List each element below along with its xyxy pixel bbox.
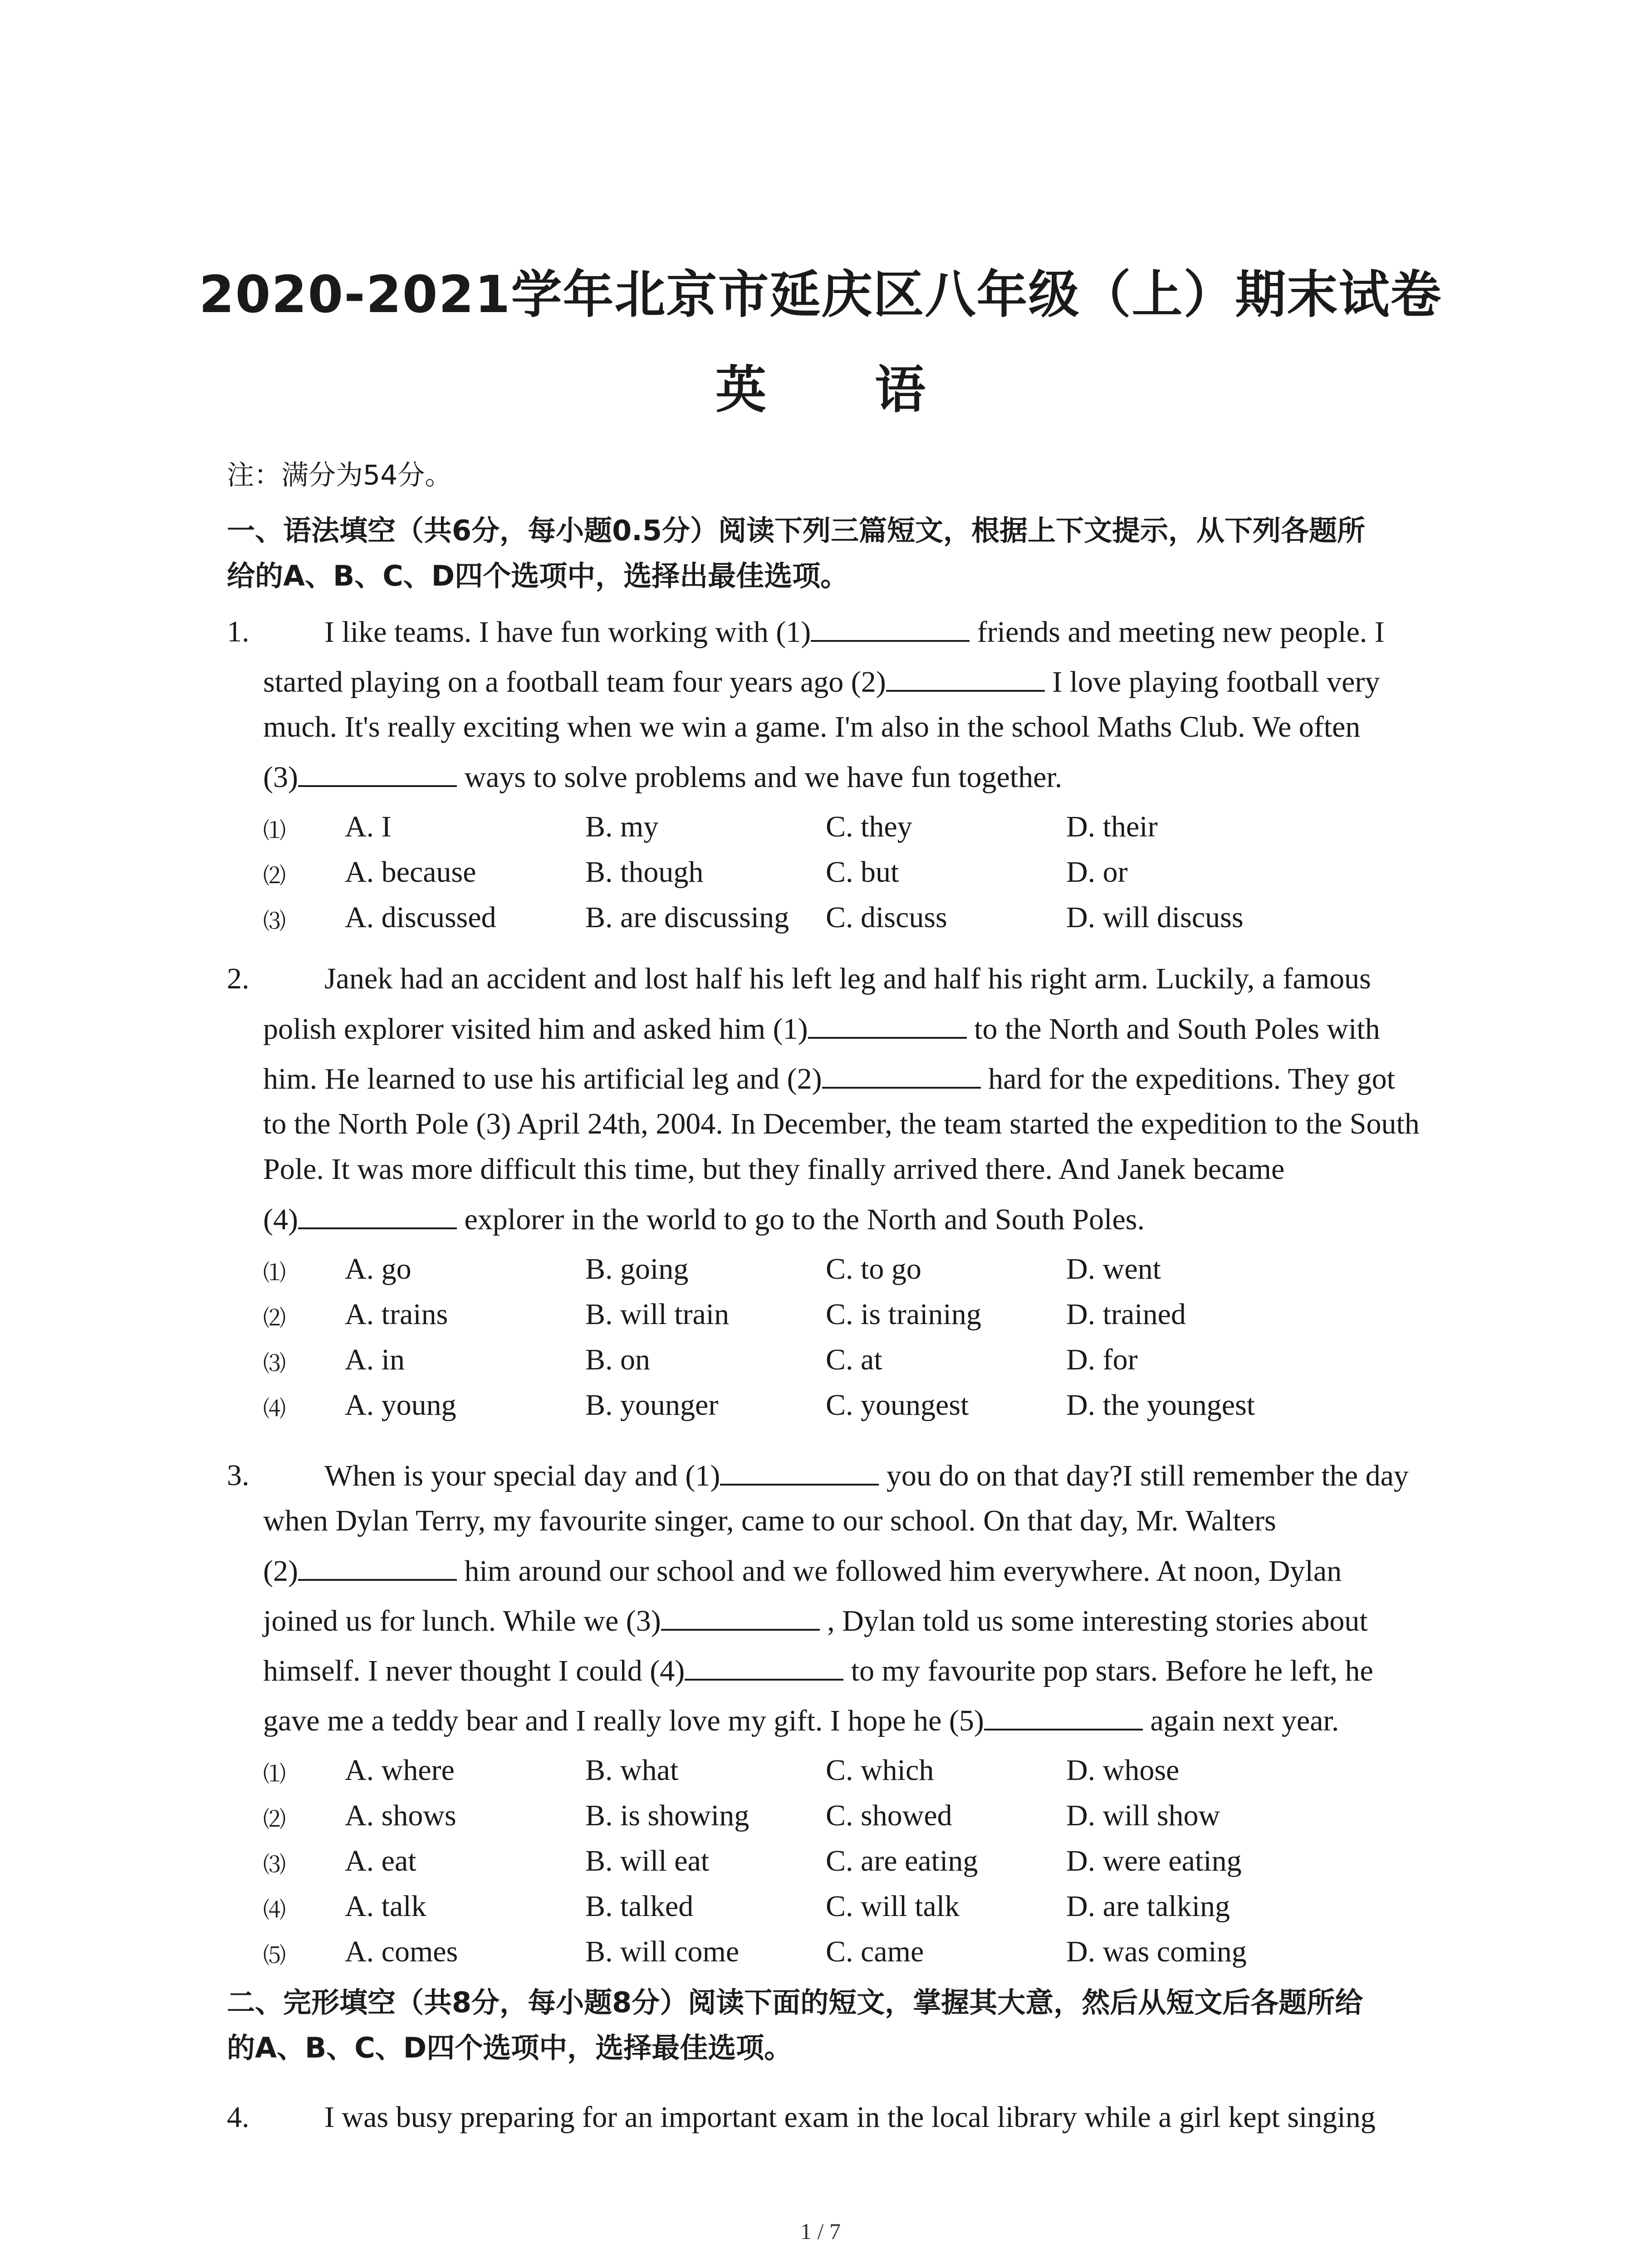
- question-4-text: I was busy preparing for an important exam in the local library while a girl kept singing: [324, 2101, 1376, 2134]
- passage-text: him around our school and we followed him everywhere. At noon, Dylan: [464, 1554, 1342, 1588]
- section-1-heading-line-2: 给的A、B、C、D四个选项中，选择出最佳选项。: [227, 559, 849, 592]
- passage-line: [263, 1703, 1339, 1738]
- option-b[interactable]: B. will come: [585, 1935, 740, 1968]
- option-index: ⑶: [263, 1350, 286, 1377]
- passage-line: [263, 710, 1360, 744]
- question-4-number: 4.: [227, 2101, 250, 2134]
- passage-line: [263, 1653, 1373, 1688]
- option-b[interactable]: B. will train: [585, 1298, 730, 1331]
- option-index: ⑴: [263, 1260, 286, 1286]
- passage-text: to the North and South Poles with: [974, 1012, 1380, 1046]
- option-b[interactable]: B. what: [585, 1754, 679, 1787]
- option-c[interactable]: C. to go: [826, 1252, 921, 1286]
- option-a[interactable]: A. discussed: [345, 901, 496, 934]
- passage-text: started playing on a football team four years ago (2): [263, 665, 886, 699]
- section-2-heading-line-2: 的A、B、C、D四个选项中，选择最佳选项。: [227, 2031, 793, 2064]
- option-b[interactable]: B. going: [585, 1252, 689, 1286]
- option-b[interactable]: B. though: [585, 855, 704, 889]
- option-index: ⑷: [263, 1897, 286, 1923]
- passage-text: (3): [263, 761, 298, 794]
- passage-line: [263, 1504, 1276, 1538]
- passage-line: [324, 615, 1385, 650]
- option-c[interactable]: C. youngest: [826, 1388, 969, 1422]
- option-c[interactable]: C. came: [826, 1935, 924, 1968]
- answer-blank: [661, 1603, 820, 1631]
- option-a[interactable]: A. young: [345, 1388, 456, 1422]
- option-a[interactable]: A. in: [345, 1343, 405, 1376]
- option-c[interactable]: C. discuss: [826, 901, 947, 934]
- option-d[interactable]: D. are talking: [1066, 1890, 1230, 1923]
- passage-text: I love playing football very: [1052, 665, 1380, 699]
- passage-text: to the North Pole (3) April 24th, 2004. In December, the team started the expedition to the South: [263, 1107, 1420, 1140]
- passage-line: [263, 1554, 1342, 1589]
- q3-number: 3.: [227, 1459, 250, 1492]
- answer-blank: [720, 1458, 879, 1486]
- answer-blank: [984, 1703, 1143, 1730]
- passage-text: him. He learned to use his artificial leg and (2): [263, 1062, 822, 1095]
- answer-blank: [886, 665, 1045, 692]
- page-number: 1 / 7: [800, 2219, 841, 2244]
- option-c[interactable]: C. is training: [826, 1298, 981, 1331]
- option-index: ⑴: [263, 817, 286, 844]
- passage-line: [263, 1202, 1145, 1237]
- option-a[interactable]: A. where: [345, 1754, 455, 1787]
- answer-blank: [822, 1061, 981, 1089]
- option-d[interactable]: D. trained: [1066, 1298, 1186, 1331]
- option-c[interactable]: C. are eating: [826, 1844, 978, 1877]
- option-c[interactable]: C. but: [826, 855, 899, 889]
- option-b[interactable]: B. talked: [585, 1890, 694, 1923]
- passage-text: polish explorer visited him and asked him (1): [263, 1012, 808, 1046]
- answer-blank: [685, 1653, 843, 1681]
- answer-blank: [298, 1554, 457, 1581]
- option-a[interactable]: A. talk: [345, 1890, 426, 1923]
- passage-line: [263, 1152, 1284, 1187]
- option-a[interactable]: A. go: [345, 1252, 411, 1286]
- option-index: ⑶: [263, 908, 286, 934]
- option-index: ⑶: [263, 1852, 286, 1878]
- passage-text: hard for the expeditions. They got: [988, 1062, 1395, 1095]
- section-2-heading-line-1: 二、完形填空（共8分，每小题8分）阅读下面的短文，掌握其大意，然后从短文后各题所给: [227, 1986, 1363, 2019]
- passage-text: Janek had an accident and lost half his left leg and half his right arm. Luckily, a famous: [324, 962, 1371, 995]
- option-index: ⑷: [263, 1396, 286, 1422]
- option-d[interactable]: D. will show: [1066, 1799, 1220, 1832]
- option-index: ⑵: [263, 1305, 286, 1331]
- passage-text: joined us for lunch. While we (3): [263, 1604, 661, 1637]
- option-index: ⑵: [263, 1806, 286, 1833]
- option-a[interactable]: A. because: [345, 855, 476, 889]
- passage-line: [263, 760, 1062, 795]
- option-c[interactable]: C. they: [826, 810, 912, 843]
- passage-text: when Dylan Terry, my favourite singer, came to our school. On that day, Mr. Walters: [263, 1504, 1276, 1537]
- q2-number: 2.: [227, 962, 250, 995]
- passage-line: [324, 962, 1371, 996]
- option-c[interactable]: C. will talk: [826, 1890, 960, 1923]
- passage-text: (4): [263, 1203, 298, 1236]
- passage-line: [263, 1603, 1368, 1638]
- passage-text: I like teams. I have fun working with (1): [324, 616, 811, 649]
- option-b[interactable]: B. are discussing: [585, 901, 789, 934]
- option-a[interactable]: A. trains: [345, 1298, 448, 1331]
- section-2-heading: [227, 1980, 1452, 2071]
- option-d[interactable]: D. or: [1066, 855, 1128, 889]
- exam-title: 2020-2021学年北京市延庆区八年级（上）期末试卷: [199, 265, 1442, 324]
- passage-line: [263, 665, 1380, 699]
- passage-line: [263, 1107, 1420, 1141]
- option-a[interactable]: A. comes: [345, 1935, 458, 1968]
- option-d[interactable]: D. will discuss: [1066, 901, 1244, 934]
- option-c[interactable]: C. which: [826, 1754, 934, 1787]
- passage-text: you do on that day?I still remember the day: [886, 1459, 1409, 1492]
- answer-blank: [811, 615, 970, 642]
- passage-text: ways to solve problems and we have fun together.: [464, 761, 1063, 794]
- score-note: 注：满分为54分。: [227, 459, 452, 491]
- answer-blank: [298, 1202, 457, 1229]
- passage-text: much. It's really exciting when we win a game. I'm also in the school Maths Club. We often: [263, 710, 1361, 743]
- option-d[interactable]: D. their: [1066, 810, 1158, 843]
- option-index: ⑴: [263, 1761, 286, 1787]
- option-a[interactable]: A. shows: [345, 1799, 456, 1832]
- passage-line: [324, 1458, 1409, 1493]
- option-a[interactable]: A. I: [345, 810, 392, 843]
- subject-title: 英 语: [715, 361, 971, 420]
- option-index: ⑸: [263, 1942, 286, 1969]
- option-d[interactable]: D. were eating: [1066, 1844, 1242, 1877]
- passage-text: friends and meeting new people. I: [977, 616, 1385, 649]
- passage-line: [263, 1061, 1395, 1096]
- option-d[interactable]: D. was coming: [1066, 1935, 1247, 1968]
- option-d[interactable]: D. went: [1066, 1252, 1161, 1286]
- passage-text: himself. I never thought I could (4): [263, 1654, 685, 1687]
- passage-text: , Dylan told us some interesting stories about: [827, 1604, 1368, 1637]
- answer-blank: [808, 1012, 967, 1039]
- option-a[interactable]: A. eat: [345, 1844, 416, 1877]
- passage-text: Pole. It was more difficult this time, but they finally arrived there. And Janek became: [263, 1153, 1285, 1186]
- passage-text: (2): [263, 1554, 298, 1588]
- passage-text: again next year.: [1150, 1704, 1339, 1737]
- option-c[interactable]: C. showed: [826, 1799, 952, 1832]
- option-b[interactable]: B. on: [585, 1343, 651, 1376]
- option-d[interactable]: D. whose: [1066, 1754, 1180, 1787]
- passage-line: [263, 1012, 1380, 1046]
- section-1-heading: [227, 508, 1452, 599]
- option-c[interactable]: C. at: [826, 1343, 882, 1376]
- option-b[interactable]: B. is showing: [585, 1799, 749, 1832]
- option-b[interactable]: B. my: [585, 810, 659, 843]
- option-d[interactable]: D. for: [1066, 1343, 1138, 1376]
- passage-text: gave me a teddy bear and I really love my gift. I hope he (5): [263, 1704, 984, 1737]
- passage-text: When is your special day and (1): [324, 1459, 720, 1492]
- section-1-heading-line-1: 一、语法填空（共6分，每小题0.5分）阅读下列三篇短文，根据上下文提示，从下列各题所: [227, 514, 1365, 547]
- passage-text: to my favourite pop stars. Before he left, he: [851, 1654, 1373, 1687]
- q1-number: 1.: [227, 615, 250, 648]
- option-b[interactable]: B. will eat: [585, 1844, 710, 1877]
- passage-text: explorer in the world to go to the North and South Poles.: [464, 1203, 1145, 1236]
- answer-blank: [298, 760, 457, 787]
- option-d[interactable]: D. the youngest: [1066, 1388, 1255, 1422]
- option-index: ⑵: [263, 863, 286, 889]
- option-b[interactable]: B. younger: [585, 1388, 719, 1422]
